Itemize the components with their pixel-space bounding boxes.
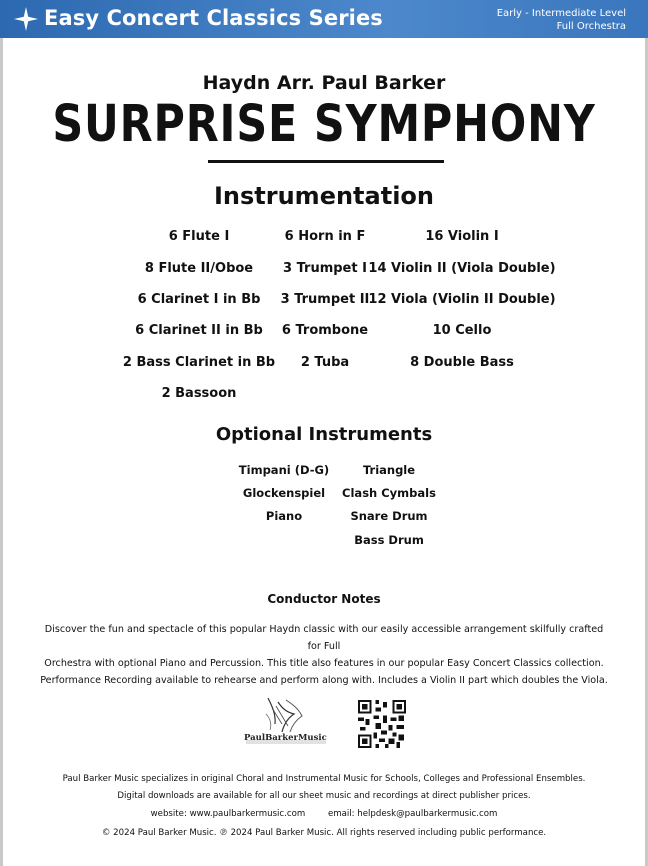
optional-heading: Optional Instruments <box>215 424 433 445</box>
qr-code-icon <box>358 700 406 748</box>
level-label: Early - Intermediate Level <box>496 8 626 19</box>
title-divider <box>208 160 444 163</box>
instrument-item: 12 Viola (Violin II Double) <box>368 292 556 307</box>
footer-downloads: Digital downloads are available for all our sheet music and recordings at direct publisher prices. <box>117 791 531 801</box>
instrumentation-heading: Instrumentation <box>213 182 434 210</box>
optional-item: Bass Drum <box>354 533 424 547</box>
logo-wordmark: PaulBarkerMusic <box>244 733 327 743</box>
optional-item: Glockenspiel <box>242 486 326 500</box>
optional-item: Piano <box>265 509 303 523</box>
instrument-item: 16 Violin I <box>425 229 499 244</box>
optional-item: Snare Drum <box>350 509 428 523</box>
instrument-item: 6 Trombone <box>281 323 369 338</box>
instrument-item: 2 Bass Clarinet in Bb <box>122 355 276 370</box>
instrument-item: 6 Flute I <box>168 229 230 244</box>
notes-line: Performance Recording available to rehearse and perform along with. Includes a Violin II part which doubles the Viola. <box>40 675 608 686</box>
series-banner <box>0 0 648 38</box>
instrument-item: 10 Cello <box>432 323 492 338</box>
email-link[interactable]: email: helpdesk@paulbarkermusic.com <box>327 809 498 819</box>
ensemble-label: Full Orchestra <box>556 21 626 32</box>
star-icon <box>13 6 39 32</box>
instrument-item: 8 Double Bass <box>410 355 514 370</box>
instrument-item: 6 Clarinet I in Bb <box>137 292 261 307</box>
instrument-item: 6 Horn in F <box>284 229 366 244</box>
instrument-item: 2 Tuba <box>300 355 350 370</box>
instrument-item: 8 Flute II/Oboe <box>144 261 254 276</box>
instrument-item: 2 Bassoon <box>161 386 237 401</box>
optional-item: Triangle <box>362 463 416 477</box>
optional-item: Clash Cymbals <box>342 486 436 500</box>
notes-line: Orchestra with optional Piano and Percussion. This title also features in our popular Easy Concert Classics collection. <box>44 658 604 669</box>
website-link[interactable]: website: www.paulbarkermusic.com <box>150 809 306 819</box>
instrument-item: 14 Violin II (Viola Double) <box>368 261 556 276</box>
notes-line: Discover the fun and spectacle of this popular Haydn classic with our easily accessible arrangement skilfully crafted for Full <box>44 624 604 652</box>
notes-heading: Conductor Notes <box>267 592 381 606</box>
footer-contacts <box>0 809 648 819</box>
instrument-item: 3 Trumpet I <box>283 261 367 276</box>
level-info <box>497 7 626 33</box>
composer-credit: Haydn Arr. Paul Barker <box>202 72 446 94</box>
instrument-item: 3 Trumpet II <box>280 292 370 307</box>
footer-about: Paul Barker Music specializes in original Choral and Instrumental Music for Schools, Colleges and Professional Ensembles. <box>62 774 586 784</box>
series-title: Easy Concert Classics Series <box>44 6 383 30</box>
notes-body <box>40 621 608 689</box>
optional-item: Timpani (D-G) <box>238 463 330 477</box>
piece-title: SURPRISE SYMPHONY <box>52 95 596 154</box>
instrument-item: 6 Clarinet II in Bb <box>135 323 263 338</box>
copyright-notice: © 2024 Paul Barker Music. ℗ 2024 Paul Barker Music. All rights reserved including public performance. <box>101 828 547 838</box>
